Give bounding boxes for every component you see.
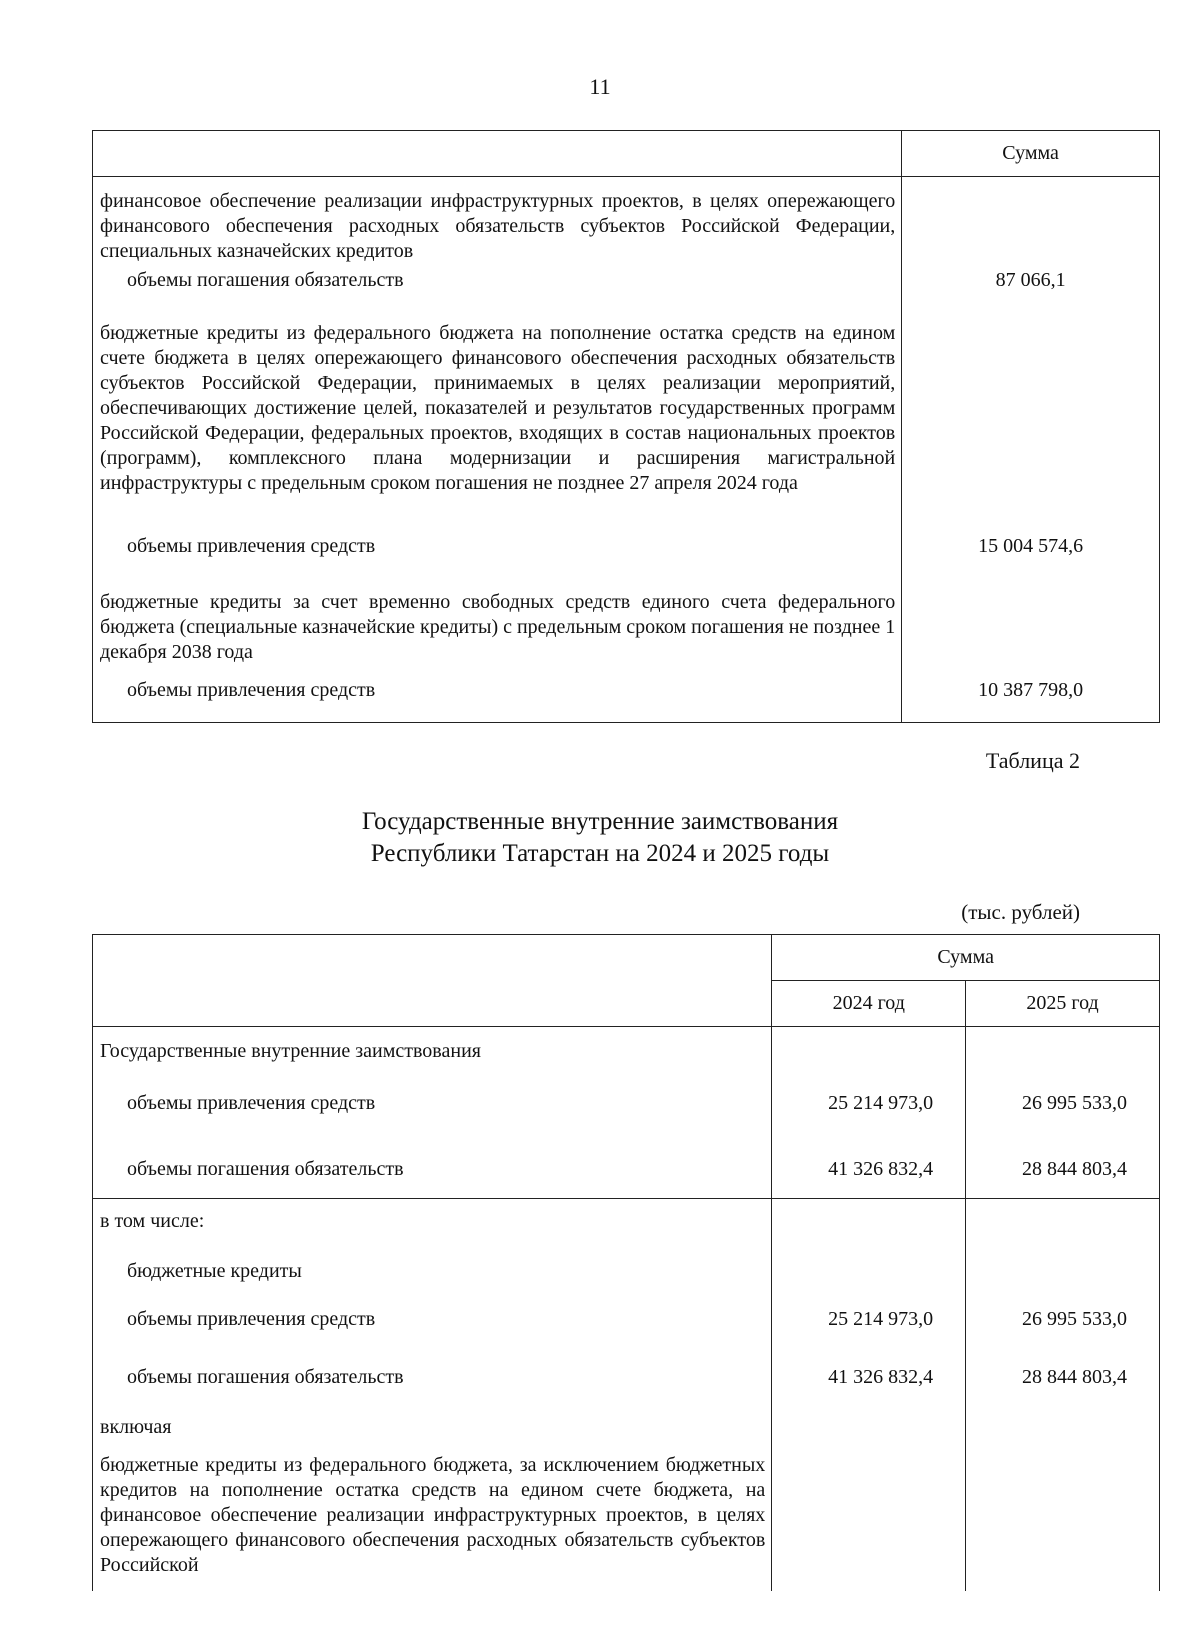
table-row — [93, 1245, 1160, 1291]
header-2025: 2025 год — [966, 981, 1160, 1027]
row-value-2024: 25 214 973,0 — [772, 1073, 966, 1131]
table-1 — [92, 130, 1160, 723]
row-value-2025 — [966, 1199, 1160, 1245]
row-text: в том числе: — [93, 1199, 772, 1245]
row-value: 15 004 574,6 — [902, 534, 1160, 580]
row-value-2024: 25 214 973,0 — [772, 1291, 966, 1345]
row-value-2024 — [772, 1245, 966, 1291]
row-value-2025: 26 995 533,0 — [966, 1291, 1160, 1345]
units-label: (тыс. рублей) — [961, 900, 1080, 924]
row-value-2024 — [772, 1027, 966, 1073]
row-text: бюджетные кредиты — [93, 1245, 772, 1291]
row-value — [902, 177, 1160, 265]
table-row — [93, 1027, 1160, 1073]
table-row — [93, 1131, 1160, 1199]
row-value-2024: 41 326 832,4 — [772, 1345, 966, 1399]
header-2024: 2024 год — [772, 981, 966, 1027]
row-text: объемы погашения обязательств — [93, 1131, 772, 1199]
header-empty-cell — [93, 935, 772, 1027]
table-row — [93, 1073, 1160, 1131]
row-value-2025: 28 844 803,4 — [966, 1345, 1160, 1399]
row-value-2024 — [772, 1441, 966, 1591]
table-row — [93, 534, 1160, 580]
table-2 — [92, 934, 1160, 1591]
row-value-2024: 41 326 832,4 — [772, 1131, 966, 1199]
header-sum: Сумма — [772, 935, 1160, 981]
header-empty-cell — [93, 131, 902, 177]
header-sum: Сумма — [902, 131, 1160, 177]
row-text: объемы погашения обязательств — [93, 1345, 772, 1399]
row-text: включая — [93, 1399, 772, 1441]
row-value-2025 — [966, 1399, 1160, 1441]
row-value-2025 — [966, 1441, 1160, 1591]
row-value-2024 — [772, 1399, 966, 1441]
row-text: объемы погашения обязательств — [93, 264, 902, 312]
table-row — [93, 177, 1160, 265]
row-text: объемы привлечения средств — [93, 534, 902, 580]
row-value — [902, 580, 1160, 676]
table-row — [93, 1399, 1160, 1441]
row-text: бюджетные кредиты из федерального бюджета, за исключением бюджетных кредитов на пополнение остатка средств на едином счете бюджета, на финансовое обеспечение реализации инфраструктурных проектов, в целях опережающего финансового обеспечения расходных обязательств субъектов Российской — [93, 1441, 772, 1591]
table-label: Таблица 2 — [985, 748, 1080, 773]
table-row — [93, 1291, 1160, 1345]
title-line-2: Республики Татарстан на 2024 и 2025 годы — [370, 840, 830, 867]
row-value-2025: 28 844 803,4 — [966, 1131, 1160, 1199]
row-value-2024 — [772, 1199, 966, 1245]
table-row — [93, 312, 1160, 534]
page-title — [0, 806, 1200, 870]
table-row — [93, 676, 1160, 722]
row-text: объемы привлечения средств — [93, 1073, 772, 1131]
row-value: 10 387 798,0 — [902, 676, 1160, 722]
row-value — [902, 312, 1160, 534]
table-row — [93, 1441, 1160, 1591]
table-row — [93, 1345, 1160, 1399]
table-row — [93, 1199, 1160, 1245]
row-value-2025 — [966, 1245, 1160, 1291]
row-text: Государственные внутренние заимствования — [93, 1027, 772, 1073]
row-text: бюджетные кредиты из федерального бюджета на пополнение остатка средств на едином счете бюджета в целях опережающего финансового обеспечения расходных обязательств субъектов Российской Федерации, принимаемых в целях реализации мероприятий, обеспечивающих достижение целей, показателей и результатов государственных программ Российской Федерации, федеральных проектов, входящих в состав национальных проектов (программ), комплексного плана модернизации и расширения магистральной инфраструктуры с предельным сроком погашения не позднее 27 апреля 2024 года — [93, 312, 902, 534]
row-text: бюджетные кредиты за счет временно свободных средств единого счета федерального бюджета (специальные казначейские кредиты) с предельным сроком погашения не позднее 1 декабря 2038 года — [93, 580, 902, 676]
row-value: 87 066,1 — [902, 264, 1160, 312]
table-row — [93, 580, 1160, 676]
row-text: объемы привлечения средств — [93, 676, 902, 722]
row-value-2025 — [966, 1027, 1160, 1073]
title-line-1: Государственные внутренние заимствования — [361, 808, 839, 835]
row-text: объемы привлечения средств — [93, 1291, 772, 1345]
table-header — [93, 935, 1160, 981]
row-value-2025: 26 995 533,0 — [966, 1073, 1160, 1131]
page-number: 11 — [589, 74, 611, 99]
table-row — [93, 264, 1160, 312]
table-header — [93, 131, 1160, 177]
row-text: финансовое обеспечение реализации инфраструктурных проектов, в целях опережающего финансового обеспечения расходных обязательств субъектов Российской Федерации, специальных казначейских кредитов — [93, 177, 902, 265]
